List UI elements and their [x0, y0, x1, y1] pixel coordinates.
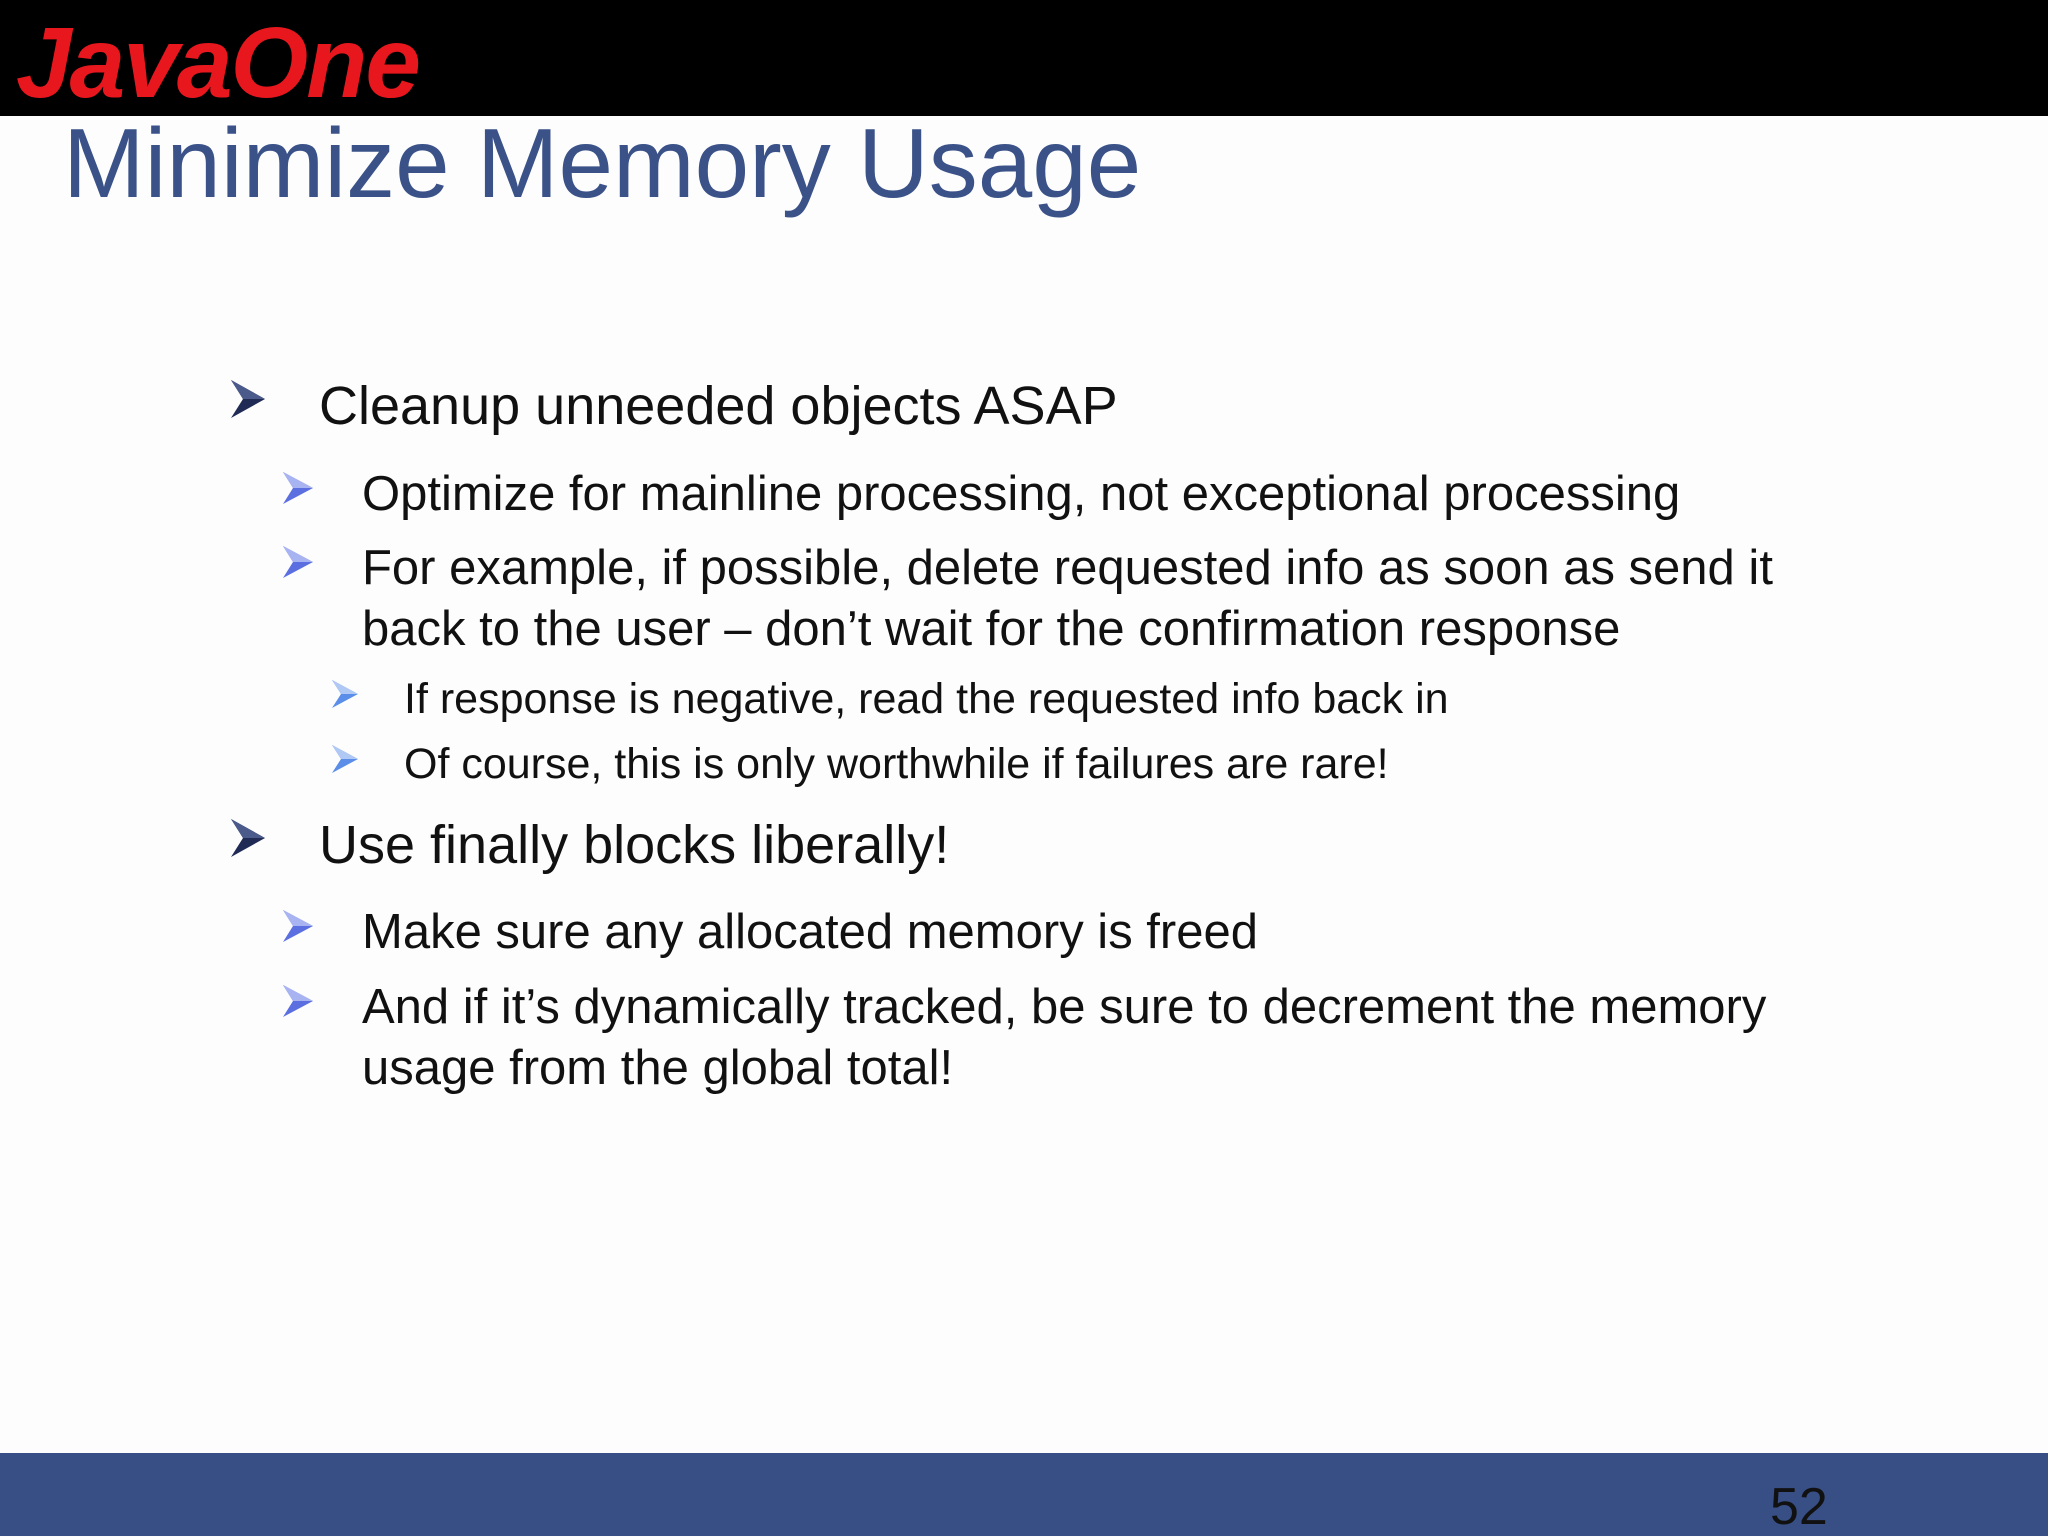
header-bar: [0, 0, 2048, 119]
bullet-line: back to the user – don’t wait for the confirmation response: [362, 602, 1621, 656]
bullet-line: Make sure any allocated memory is freed: [362, 905, 1258, 959]
bullet-line: usage from the global total!: [362, 1041, 954, 1095]
arrowhead-bullet-icon: [281, 544, 315, 580]
bullet-line: Cleanup unneeded objects ASAP: [319, 376, 1118, 436]
bullet-item: [362, 902, 1258, 963]
arrowhead-bullet-icon: [281, 470, 315, 506]
bullet-item: [362, 977, 1766, 1099]
arrowhead-bullet-icon: [281, 908, 315, 944]
slide-title: Minimize Memory Usage: [63, 108, 1142, 218]
arrowhead-bullet-icon: [229, 817, 267, 859]
bullet-line: Of course, this is only worthwhile if failures are rare!: [404, 740, 1389, 788]
bullet-item: [319, 813, 949, 877]
bullet-line: And if it’s dynamically tracked, be sure to decrement the memory: [362, 980, 1767, 1034]
bullet-line: Use finally blocks liberally!: [319, 815, 950, 875]
footer-bar: [0, 1453, 2048, 1536]
page-number: 52: [1770, 1478, 1828, 1536]
bullet-item: [404, 737, 1389, 791]
arrowhead-bullet-icon: [330, 678, 360, 710]
arrowhead-bullet-icon: [229, 378, 267, 420]
arrowhead-bullet-icon: [281, 983, 315, 1019]
bullet-line: If response is negative, read the requested info back in: [404, 675, 1449, 723]
bullet-item: [362, 464, 1680, 525]
bullet-item: [404, 672, 1449, 726]
javaone-logo: JavaOne: [16, 7, 419, 119]
bullet-item: [319, 374, 1118, 438]
arrowhead-bullet-icon: [330, 743, 360, 775]
bullet-line: For example, if possible, delete requested info as soon as send it: [362, 541, 1773, 595]
bullet-item: [362, 538, 1773, 660]
bullet-line: Optimize for mainline processing, not exceptional processing: [362, 467, 1681, 521]
